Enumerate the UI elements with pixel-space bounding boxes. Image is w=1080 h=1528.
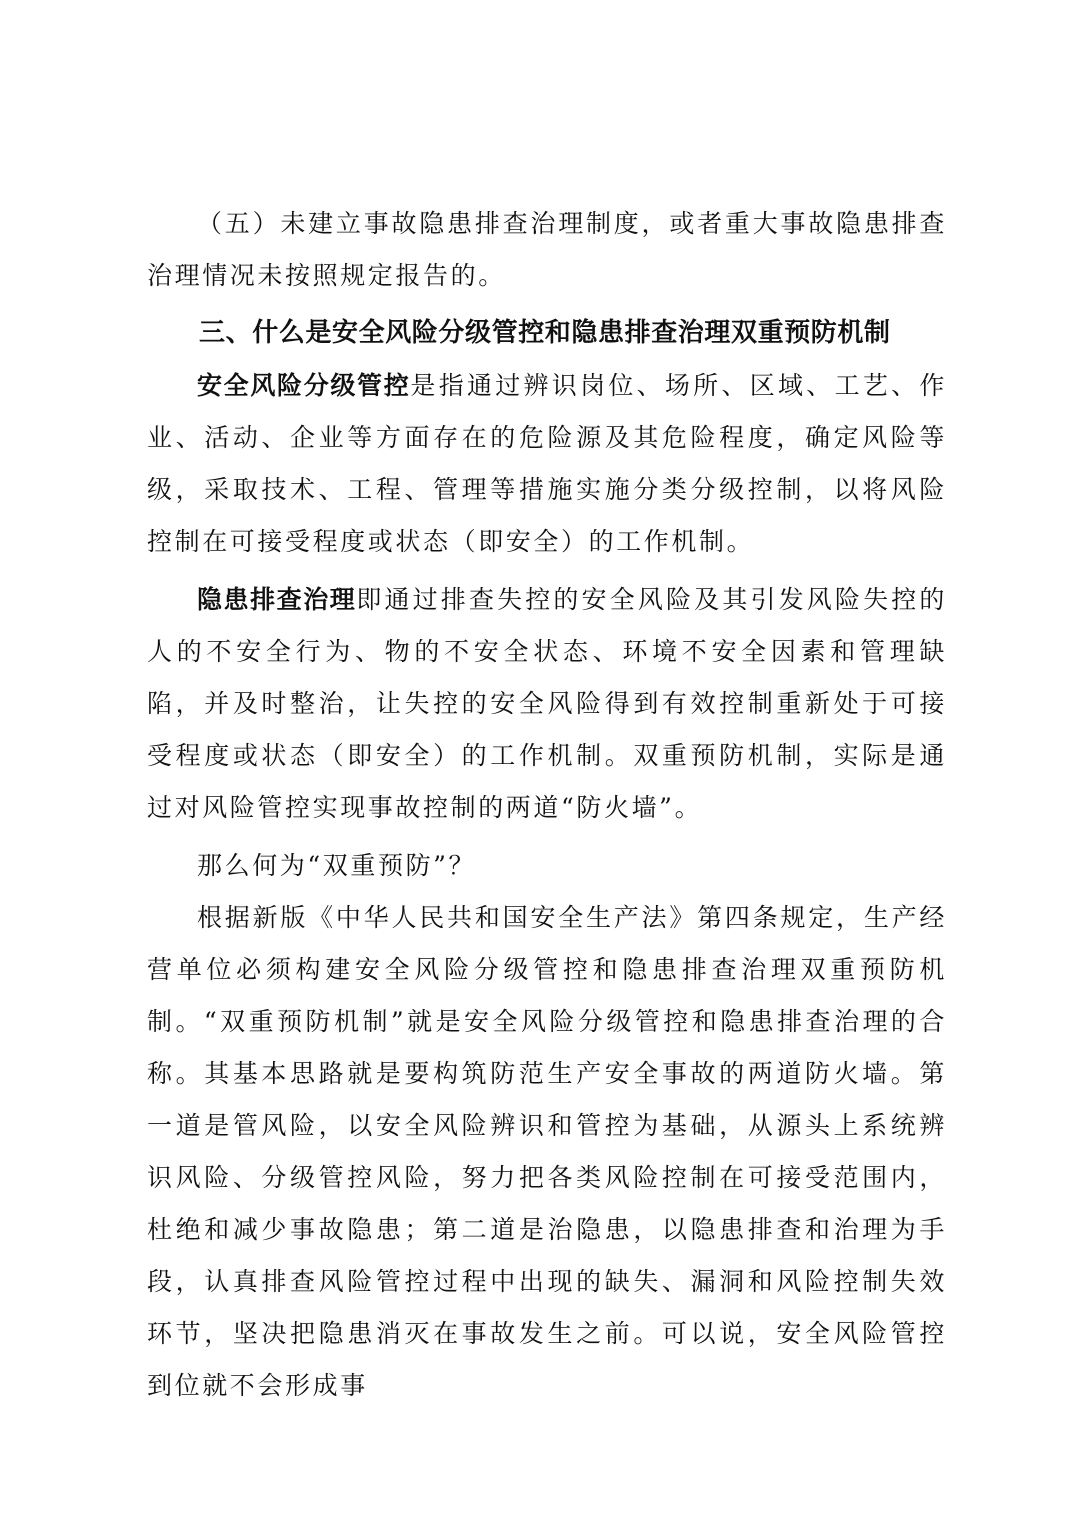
question-line: 那么何为“双重预防”？ [197, 851, 477, 880]
paragraph-item-5: （五）未建立事故隐患排查治理制度，或者重大事故隐患排查治理情况未按照规定报告的。 [147, 209, 947, 290]
risk-control-paragraph [147, 360, 947, 568]
document-body [147, 198, 947, 1412]
hazard-treatment-paragraph [147, 574, 947, 834]
section-3-heading: 三、什么是安全风险分级管控和隐患排查治理双重预防机制 [199, 318, 891, 348]
hazard-treatment-term: 隐患排查治理 [197, 585, 357, 614]
hazard-treatment-definition: 即通过排查失控的安全风险及其引发风险失控的人的不安全行为、物的不安全状态、环境不安全因素和管理缺陷，并及时整治，让失控的安全风险得到有效控制重新处于可接受程度或状态（即安全）的工作机制。双重预防机制，实际是通过对风险管控实现事故控制的两道“防火墙”。 [147, 585, 947, 822]
risk-control-definition: 是指通过辨识岗位、场所、区域、工艺、作业、活动、企业等方面存在的危险源及其危险程度，确定风险等级，采取技术、工程、管理等措施实施分类分级控制，以将风险控制在可接受程度或状态（即安全）的工作机制。 [147, 371, 947, 556]
law-paragraph: 根据新版《中华人民共和国安全生产法》第四条规定，生产经营单位必须构建安全风险分级管控和隐患排查治理双重预防机制。“双重预防机制”就是安全风险分级管控和隐患排查治理的合称。其基本思路就是要构筑防范生产安全事故的两道防火墙。第一道是管风险，以安全风险辨识和管控为基础，从源头上系统辨识风险、分级管控风险，努力把各类风险控制在可接受范围内，杜绝和减少事故隐患；第二道是治隐患，以隐患排查和治理为手段，认真排查风险管控过程中出现的缺失、漏洞和风险控制失效环节，坚决把隐患消灭在事故发生之前。可以说，安全风险管控到位就不会形成事 [147, 903, 947, 1400]
risk-control-term: 安全风险分级管控 [197, 371, 411, 400]
